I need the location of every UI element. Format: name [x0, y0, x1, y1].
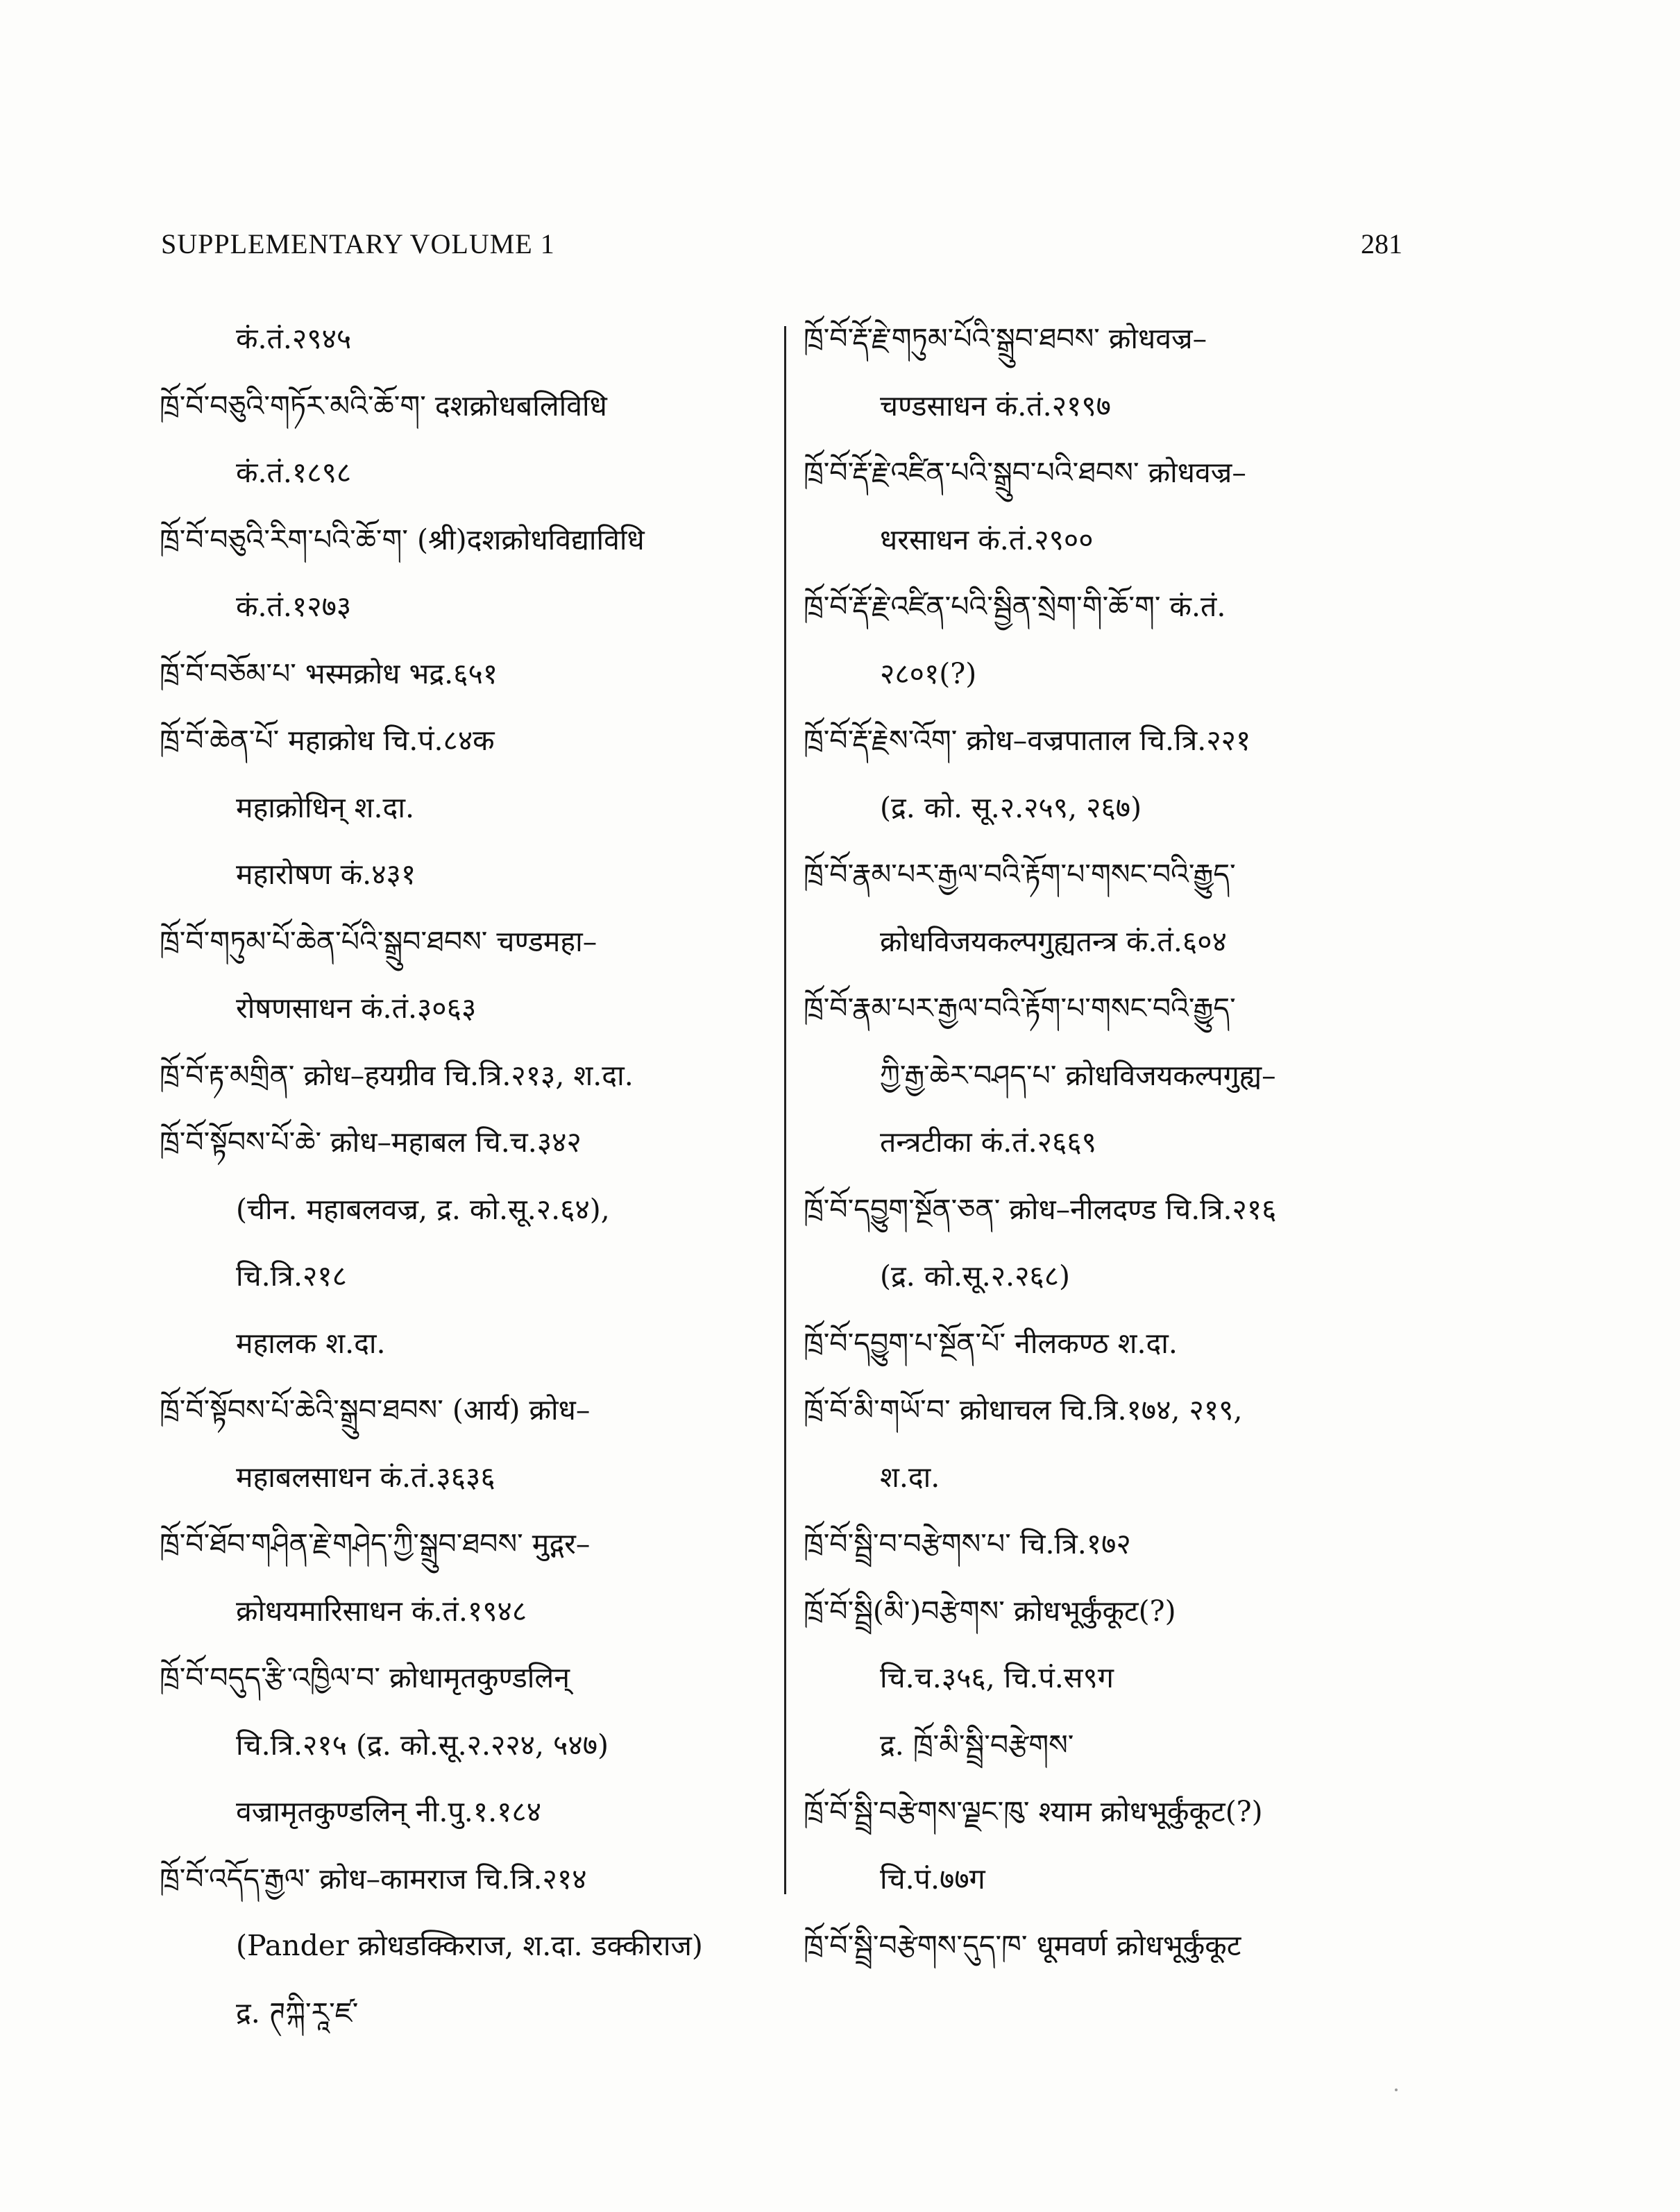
entry-continuation-line: महालक श.दा. — [236, 1326, 386, 1360]
entry-headword-line: ཁྲོ་བོ་སྦྲི(མི་)བརྩེགས་ क्रोधभूर्कुंकूट(?) — [804, 1594, 1176, 1628]
entry-continuation-line: महाक्रोधिन् श.दा. — [236, 790, 414, 824]
entry-continuation-line: द्र. ཊཀྐི་རཱ་ཛ་ — [236, 1996, 359, 2030]
entry-continuation-line: चि.त्रि.२१५ (द्र. को.सू.२.२२४, ५४७) — [236, 1728, 609, 1762]
entry-continuation-line: वज्रामृतकुण्डलिन् नी.पु.१.१८४ — [236, 1795, 542, 1828]
entry-headword-line: ཁྲོ་བོ་མི་གཡོ་བ་ क्रोधाचल चि.त्रि.१७४, २१९, — [804, 1393, 1243, 1427]
entry-headword-line: ཁྲོ་བོ་རྟ་མགྲིན་ क्रोध–हयग्रीव चि.त्रि.२१३, श.दा. — [160, 1058, 634, 1092]
entry-headword-line: ཁྲོ་བོ་རྡོ་རྗེ་གཏུམ་པོའི་སྒྲུབ་ཐབས་ क्रोधवज्र– — [804, 322, 1207, 355]
entry-headword-line: ཁྲོ་བོ་དབྱུག་པ་སྔོན་པོ་ नीलकण्ठ श.दा. — [804, 1326, 1178, 1360]
entry-headword-line: ཁྲོ་བོ་བཅོམ་པ་ भस्मक्रोध भद्र.६५१ — [160, 656, 498, 690]
entry-headword-line: ཁྲོ་བོ་སྦྲི་བརྩེགས་དུད་ཁ་ धूमवर्ण क्रोधभूर्कुंकूट — [804, 1929, 1241, 1962]
entry-continuation-line: कं.तं.२९४५ — [236, 322, 352, 355]
entry-continuation-line: द्र. ཁྲོ་མི་སྦྲི་བརྩེགས་ — [880, 1728, 1074, 1762]
entry-headword-line: ཁྲོ་བོ་འདོད་རྒྱལ་ क्रोध–कामराज चि.त्रि.२१४ — [160, 1862, 587, 1896]
entry-headword-line: ཁྲོ་བོ་རྡོ་རྗེ་འཛིན་པའི་སྦྱིན་སྲེག་གི་ཆོ་ག་ कं.तं. — [804, 590, 1226, 623]
right-column — [804, 305, 1428, 1980]
entry-continuation-line: रोषणसाधन कं.तं.३०६३ — [236, 992, 477, 1025]
entry-headword-line: ཁྲོ་བོ་རྣམ་པར་རྒྱལ་བའི་རྟོག་པ་གསང་བའི་རྒྱུད་ — [804, 992, 1236, 1025]
entry-headword-line: ཁྲོ་བོ་གཏུམ་པོ་ཆེན་པོའི་སྒྲུབ་ཐབས་ चण्डमहा– — [160, 924, 597, 958]
entry-continuation-line: ཀྱི་རྒྱ་ཆེར་བཤད་པ་ क्रोधविजयकल्पगुह्य– — [880, 1058, 1276, 1092]
entry-continuation-line: महारोषण कं.४३१ — [236, 858, 416, 891]
entry-continuation-line: चि.त्रि.२१८ — [236, 1259, 347, 1293]
running-head: SUPPLEMENTARY VOLUME 1 — [161, 228, 555, 260]
entry-headword-line: ཁྲོ་བོ་བདུད་རྩི་འཁྱིལ་བ་ क्रोधामृतकुण्डलिन् — [160, 1661, 570, 1694]
entry-continuation-line: क्रोधयमारिसाधन कं.तं.१९४८ — [236, 1594, 527, 1628]
entry-continuation-line: चण्डसाधन कं.तं.२१९७ — [880, 389, 1111, 423]
entry-continuation-line: चि.च.३५६, चि.पं.स९ग — [880, 1661, 1114, 1694]
page-header — [161, 228, 1402, 262]
entry-continuation-line: चि.पं.७७ग — [880, 1862, 985, 1896]
entry-headword-line: ཁྲོ་བོ་བཅུའི་གཏོར་མའི་ཆོ་ག་ दशक्रोधबलिविधि — [160, 389, 607, 423]
entry-headword-line: ཁྲོ་བོ་སྦྲི་བ་བརྩེགས་པ་ चि.त्रि.१७२ — [804, 1527, 1131, 1560]
column-divider — [784, 326, 786, 1894]
entry-continuation-line: श.दा. — [880, 1460, 940, 1494]
entry-continuation-line: २८०१(?) — [880, 656, 977, 690]
entry-headword-line: ཁྲོ་བོ་སྟོབས་པོ་ཆེའི་སྒྲུབ་ཐབས་ (आर्य) क्रोध– — [160, 1393, 591, 1427]
entry-continuation-line: (द्र. को. सू.२.२५९, २६७) — [880, 790, 1142, 824]
entry-continuation-line: (Pander क्रोधडक्किराज, श.दा. डक्कीराज) — [236, 1929, 703, 1962]
entry-headword-line: ཁྲོ་བོ་སྦྲི་བརྩེགས་ལྗང་ཁུ་ श्याम क्रोधभूर्कुंकूट(?) — [804, 1795, 1263, 1828]
entry-continuation-line: कं.तं.१८९८ — [236, 456, 352, 489]
left-column — [160, 305, 770, 2046]
entry-headword-line: ཁྲོ་བོ་རྡོ་རྗེ་འཛིན་པའི་སྒྲུབ་པའི་ཐབས་ क्रोधवज्र– — [804, 456, 1246, 489]
entry-headword-line: ཁྲོ་བོ་སྟོབས་པོ་ཆེ་ क्रोध–महाबल चि.च.३४२ — [160, 1125, 582, 1159]
entry-continuation-line: (चीन. महाबलवज्र, द्र. को.सू.२.६४), — [236, 1192, 610, 1226]
entry-headword-line: ཁྲོ་བོ་དབྱུག་སྔོན་ཅན་ क्रोध–नीलदण्ड चि.त्रि.२१६ — [804, 1192, 1277, 1226]
entry-continuation-line: (द्र. को.सू.२.२६८) — [880, 1259, 1071, 1293]
entry-continuation-line: महाबलसाधन कं.तं.३६३६ — [236, 1460, 495, 1494]
entry-headword-line: ཁྲོ་བོ་ཐོབ་གཤིན་རྗེ་གཤེད་ཀྱི་སྒྲུབ་ཐབས་ मुद्गर– — [160, 1527, 591, 1560]
entry-continuation-line: तन्त्रटीका कं.तं.२६६९ — [880, 1125, 1096, 1159]
entry-headword-line: ཁྲོ་བོ་ཆེན་པོ་ महाक्रोध चि.पं.८४क — [160, 724, 495, 757]
entry-continuation-line: धरसाधन कं.तं.२९०० — [880, 522, 1094, 556]
entry-headword-line: ཁྲོ་བོ་བཅུའི་རིག་པའི་ཆོ་ག་ (श्री)दशक्रोधविद्याविधि — [160, 522, 645, 556]
paper-speck — [1395, 2088, 1398, 2091]
entry-continuation-line: क्रोधविजयकल्पगुह्यतन्त्र कं.तं.६०४ — [880, 924, 1227, 958]
entry-headword-line: ཁྲོ་བོ་རྣམ་པར་རྒྱལ་བའི་རྟོག་པ་གསང་བའི་རྒྱུད་ — [804, 858, 1236, 891]
page-number: 281 — [1361, 228, 1402, 260]
entry-headword-line: ཁྲོ་བོ་རྡོ་རྗེས་འོག་ क्रोध–वज्रपाताल चि.त्रि.२२१ — [804, 724, 1251, 757]
entry-continuation-line: कं.तं.१२७३ — [236, 590, 352, 623]
